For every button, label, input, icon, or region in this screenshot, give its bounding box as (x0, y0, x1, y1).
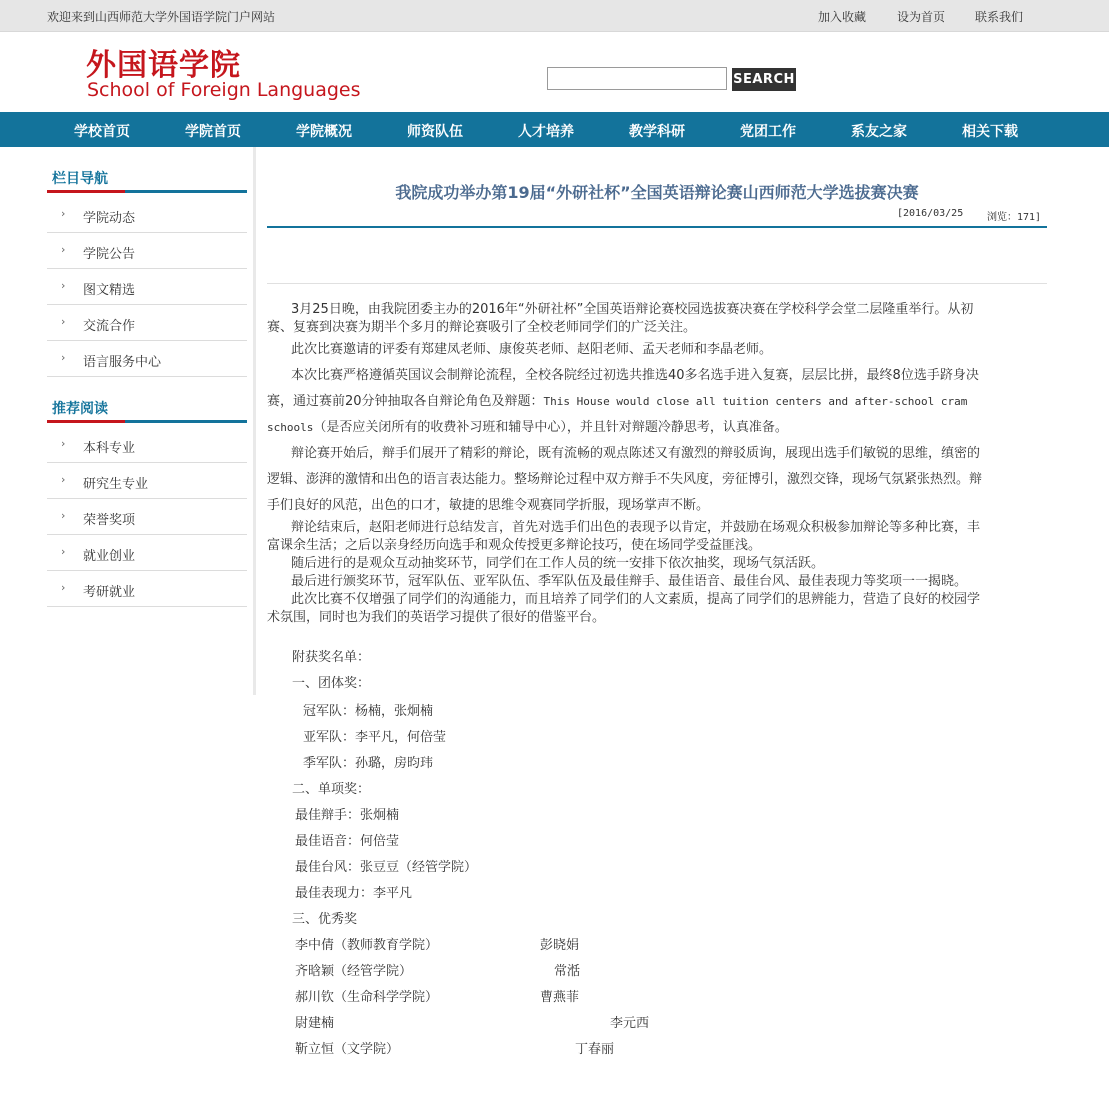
top-bar (0, 0, 1109, 32)
award-name: 尉建楠 (295, 1016, 335, 1031)
nav-item-research[interactable]: 教学科研 (629, 124, 685, 140)
nav-item-party[interactable]: 党团工作 (740, 124, 796, 140)
title-accent (47, 190, 125, 193)
sidebar-item-language-service[interactable] (47, 341, 247, 377)
award-line: 冠军队：杨楠，张炯楠 (303, 704, 434, 719)
nav-item-downloads[interactable]: 相关下载 (962, 124, 1018, 140)
article-date: [2016/03/25 (897, 208, 964, 219)
paragraph-line (267, 390, 967, 409)
sidebar-item-label: 荣誉奖项 (83, 513, 136, 528)
nav-item-school-home[interactable]: 学校首页 (74, 124, 130, 140)
title-divider (267, 226, 1047, 228)
sidebar-title-text: 栏目导航 (52, 171, 108, 187)
set-homepage-link[interactable]: 设为首页 (897, 10, 946, 24)
article-meta (897, 208, 1042, 223)
chevron-right-icon: › (61, 351, 66, 364)
logo-english[interactable]: School of Foreign Languages (87, 79, 361, 101)
team-award-heading: 一、团体奖： (292, 676, 371, 691)
nav-item-faculty[interactable]: 师资队伍 (407, 124, 463, 140)
award-name: 李中倩（教师教育学院） (295, 938, 439, 953)
chevron-right-icon: › (61, 279, 66, 292)
paragraph-line: 富课余生活；之后以亲身经历向选手和观众传授更多辩论技巧，使在场同学受益匪浅。 (267, 538, 762, 553)
paragraph-text: 赛，通过赛前20分钟抽取各自辩论角色及辩题： (267, 394, 544, 409)
sidebar-item-label: 研究生专业 (83, 477, 149, 492)
sidebar-item-label: 就业创业 (83, 549, 136, 564)
award-name: 李元西 (610, 1016, 650, 1031)
award-name: 常湉 (554, 964, 581, 979)
paragraph-line: 术氛围，同时也为我们的英语学习提供了很好的借鉴平台。 (267, 610, 606, 625)
sidebar-item-label: 语言服务中心 (83, 355, 162, 370)
award-name: 彭晓娟 (540, 938, 580, 953)
chevron-right-icon: › (61, 315, 66, 328)
paragraph-line: 3月25日晚，由我院团委主办的2016年“外研社杯”全国英语辩论赛校园选拔赛决赛在学校科学会堂二层隆重举行。从初 (291, 302, 974, 317)
award-line: 最佳辩手：张炯楠 (295, 808, 400, 823)
sidebar-item-gallery[interactable] (47, 269, 247, 305)
paragraph-line (267, 416, 788, 435)
nav-item-college-home[interactable]: 学院首页 (185, 124, 241, 140)
paragraph-line: 辩论赛开始后，辩手们展开了精彩的辩论，既有流畅的观点陈述又有激烈的辩驳质询，展现出选手们敏锐的思维，缜密的 (291, 446, 981, 461)
sidebar-item-label: 图文精选 (83, 283, 136, 298)
chevron-right-icon: › (61, 437, 66, 450)
paragraph-line: 手们良好的风范，出色的口才，敏捷的思维令观赛同学折服，现场掌声不断。 (267, 498, 710, 513)
chevron-right-icon: › (61, 509, 66, 522)
paragraph-line: 随后进行的是观众互动抽奖环节，同学们在工作人员的统一安排下依次抽奖，现场气氛活跃。 (291, 556, 825, 571)
sidebar-section-recommend-title (47, 395, 247, 423)
award-line: 亚军队：李平凡，何倍莹 (303, 730, 447, 745)
chevron-right-icon: › (61, 473, 66, 486)
award-line: 季军队：孙璐，房昀玮 (303, 756, 434, 771)
award-name: 丁春丽 (575, 1042, 615, 1057)
sidebar-item-postgrad-exam[interactable] (47, 571, 247, 607)
welcome-text: 欢迎来到山西师范大学外国语学院门户网站 (47, 10, 276, 24)
sidebar-title-text: 推荐阅读 (52, 401, 108, 417)
paragraph-line: 赛、复赛到决赛为期半个多月的辩论赛吸引了全校老师同学们的广泛关注。 (267, 320, 697, 335)
paragraph-line: 逻辑、澎湃的激情和出色的语言表达能力。整场辩论过程中双方辩手不失风度，旁征博引，激烈交锋，现场气氛紧张热烈。辩 (267, 472, 983, 487)
paragraph-text: （是否应关闭所有的收费补习班和辅导中心），并且针对辩题冷静思考，认真准备。 (313, 420, 788, 435)
sidebar-item-employment[interactable] (47, 535, 247, 571)
paragraph-line: 此次比赛不仅增强了同学们的沟通能力，而且培养了同学们的人文素质，提高了同学们的思辨能力，营造了良好的校园学 (291, 592, 981, 607)
award-line: 最佳表现力：李平凡 (295, 886, 413, 901)
site-header (0, 32, 1109, 112)
sidebar-item-honors[interactable] (47, 499, 247, 535)
nav-item-talent[interactable]: 人才培养 (518, 124, 574, 140)
award-line: 最佳台风：张豆豆（经管学院） (295, 860, 478, 875)
sidebar-item-label: 学院公告 (83, 247, 136, 262)
chevron-right-icon: › (61, 581, 66, 594)
sidebar-item-exchange[interactable] (47, 305, 247, 341)
debate-motion: schools (267, 421, 314, 434)
sidebar-item-undergrad[interactable] (47, 427, 247, 463)
paragraph-line: 最后进行颁奖环节，冠军队伍、亚军队伍、季军队伍及最佳辩手、最佳语音、最佳台风、最佳表现力等奖项一一揭晓。 (291, 574, 968, 589)
logo-chinese[interactable]: 外国语学院 (86, 48, 241, 83)
search-button[interactable]: SEARCH (732, 68, 796, 91)
sidebar-item-news[interactable] (47, 197, 247, 233)
title-accent (47, 420, 125, 423)
paragraph-line: 本次比赛严格遵循英国议会制辩论流程，全校各院经过初选共推选40多名选手进入复赛，层层比拼，最终8位选手跻身决 (291, 368, 979, 383)
nav-item-alumni[interactable]: 系友之家 (851, 124, 907, 140)
paragraph-line: 辩论结束后，赵阳老师进行总结发言，首先对选手们出色的表现予以肯定，并鼓励在场观众积极参加辩论等多种比赛，丰 (291, 520, 981, 535)
sidebar-item-notices[interactable] (47, 233, 247, 269)
content-divider (267, 283, 1047, 284)
paragraph-line: 此次比赛邀请的评委有郑建凤老师、康俊英老师、赵阳老师、孟天老师和李晶老师。 (291, 342, 773, 357)
award-name: 齐晗颖（经管学院） (295, 964, 413, 979)
chevron-right-icon: › (61, 207, 66, 220)
bookmark-link[interactable]: 加入收藏 (818, 10, 867, 24)
chevron-right-icon: › (61, 243, 66, 256)
excellent-award-heading: 三、优秀奖 (292, 912, 358, 927)
awards-heading: 附获奖名单： (292, 650, 371, 665)
sidebar-item-graduate[interactable] (47, 463, 247, 499)
sidebar-item-label: 交流合作 (83, 319, 136, 334)
contact-link[interactable]: 联系我们 (975, 10, 1024, 24)
award-name: 曹燕菲 (540, 990, 580, 1005)
search-input[interactable] (547, 67, 727, 90)
single-award-heading: 二、单项奖： (292, 782, 371, 797)
sidebar-item-label: 学院动态 (83, 211, 136, 226)
sidebar-item-label: 本科专业 (83, 441, 136, 456)
sidebar (0, 147, 256, 695)
chevron-right-icon: › (61, 545, 66, 558)
award-name: 郝川钦（生命科学学院） (295, 990, 439, 1005)
article-views: 浏览：171] (987, 212, 1042, 223)
sidebar-section-nav-title (47, 165, 247, 193)
debate-motion: This House would close all tuition centers and after-school cram (543, 395, 968, 408)
award-line: 最佳语音：何倍莹 (295, 834, 400, 849)
main-nav (0, 112, 1109, 147)
article-title: 我院成功举办第19届“外研社杯”全国英语辩论赛山西师范大学选拔赛决赛 (395, 183, 919, 202)
award-name: 靳立恒（文学院） (295, 1042, 400, 1057)
sidebar-item-label: 考研就业 (83, 585, 136, 600)
nav-item-overview[interactable]: 学院概况 (296, 124, 352, 140)
